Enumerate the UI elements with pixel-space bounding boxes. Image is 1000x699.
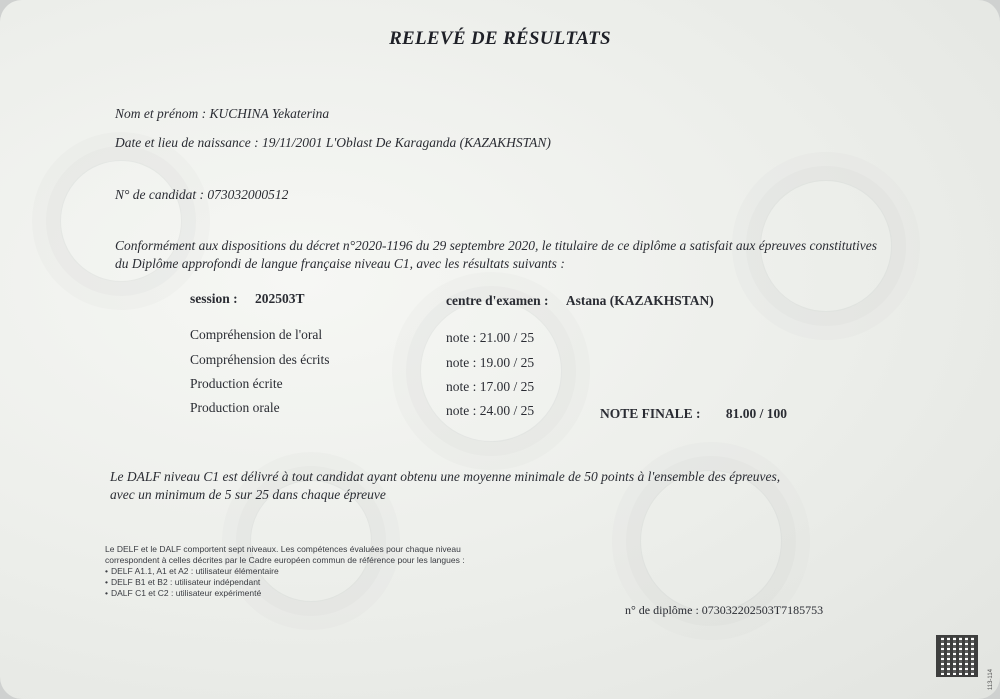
result-subject: Compréhension des écrits <box>190 352 330 367</box>
level-item: • DALF C1 et C2 : utilisateur expérimenté <box>105 588 565 599</box>
session-label: session : <box>190 291 238 306</box>
rule-paragraph <box>110 468 970 504</box>
qr-code-icon <box>936 635 978 677</box>
candidate-number: N° de candidat : 073032000512 <box>115 187 289 202</box>
side-code: 113-114 <box>988 669 994 691</box>
result-subject: Production orale <box>190 400 280 415</box>
center-label: centre d'examen : <box>446 293 549 308</box>
session-value: 202503T <box>255 291 305 306</box>
result-subject: Compréhension de l'oral <box>190 327 323 342</box>
result-note: note : 21.00 / 25 <box>446 330 535 345</box>
levels-notice <box>105 544 565 599</box>
exam-center-info <box>446 293 714 309</box>
rule-line-2: avec un minimum de 5 sur 25 dans chaque épreuve <box>110 487 386 502</box>
result-note: note : 19.00 / 25 <box>446 355 535 370</box>
levels-list <box>105 566 565 599</box>
diploma-number: n° de diplôme : 073032202503T7185753 <box>625 603 824 617</box>
result-note: note : 17.00 / 25 <box>446 379 535 394</box>
rule-line-1: Le DALF niveau C1 est délivré à tout candidat ayant obtenu une moyenne minimale de 50 points à l'ensemble des épreuves, <box>110 469 781 484</box>
name-line: Nom et prénom : KUCHINA Yekaterina <box>115 106 330 121</box>
levels-intro-2: correspondent à celles décrites par le Cadre européen commun de référence pour les langues : <box>105 555 465 565</box>
session-info <box>190 291 305 307</box>
decree-line-2: du Diplôme approfondi de langue française niveau C1, avec les résultats suivants : <box>115 256 565 271</box>
final-score <box>600 406 787 422</box>
level-item: • DELF A1.1, A1 et A2 : utilisateur élémentaire <box>105 566 565 577</box>
levels-intro-1: Le DELF et le DALF comportent sept niveaux. Les compétences évaluées pour chaque niveau <box>105 544 461 554</box>
watermark-rosette <box>420 300 562 442</box>
decree-line-1: Conformément aux dispositions du décret n°2020-1196 du 29 septembre 2020, le titulaire de ce diplôme a satisfait aux épreuves constitutives <box>115 238 878 253</box>
final-label: NOTE FINALE : <box>600 406 701 421</box>
document-title: RELEVÉ DE RÉSULTATS <box>389 28 611 49</box>
level-item: • DELF B1 et B2 : utilisateur indépendant <box>105 577 565 588</box>
birth-line: Date et lieu de naissance : 19/11/2001 L'Oblast De Karaganda (KAZAKHSTAN) <box>115 135 551 150</box>
center-value: Astana (KAZAKHSTAN) <box>565 293 714 308</box>
final-value: 81.00 / 100 <box>725 406 788 421</box>
result-subject: Production écrite <box>190 376 283 391</box>
decree-paragraph <box>115 237 975 273</box>
result-note: note : 24.00 / 25 <box>446 403 535 418</box>
